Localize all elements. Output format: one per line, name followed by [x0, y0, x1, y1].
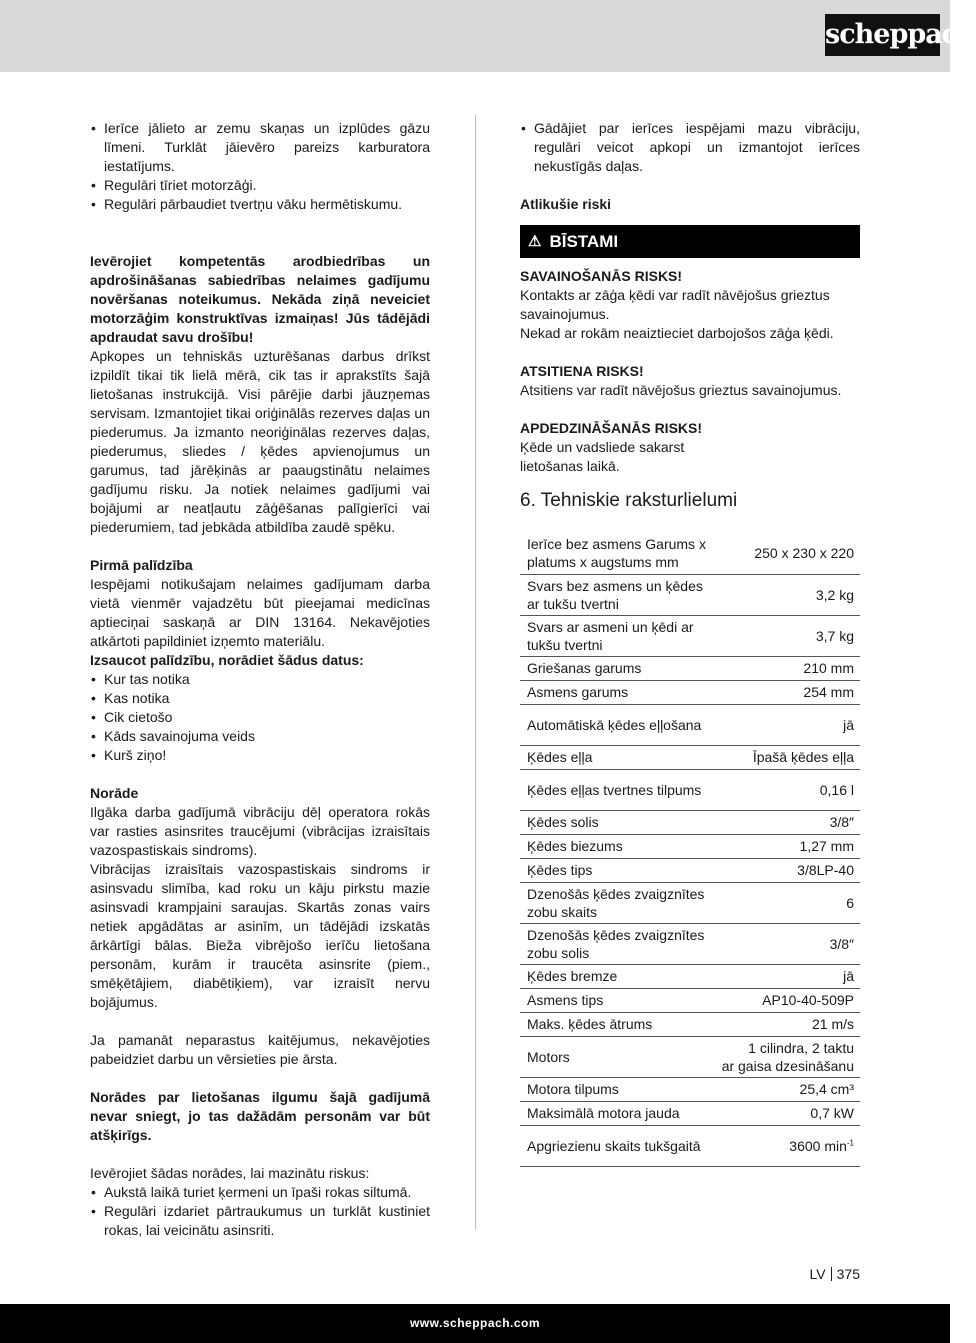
spec-label: Motors — [520, 1036, 715, 1077]
table-row — [520, 704, 860, 745]
spec-value-exponent: -1 — [846, 1137, 854, 1147]
list-item: • Kurš ziņo! — [90, 746, 430, 765]
list-item: • Aukstā laikā turiet ķermeni un īpaši rokas siltumā. — [90, 1183, 430, 1202]
page-num: 375 — [836, 1266, 860, 1282]
risk-text: Atsitiens var radīt nāvējošus grieztus savainojumus. — [520, 382, 842, 398]
spec-value-line: 1 cilindra, 2 taktu — [748, 1039, 854, 1056]
table-row — [520, 834, 860, 858]
table-row — [520, 769, 860, 810]
spec-label: Maks. ķēdes ātrums — [520, 1012, 715, 1036]
spec-value: 0,7 kW — [715, 1101, 860, 1125]
spec-value: 3/8″ — [715, 810, 860, 834]
note-paragraph: Vibrācijas izraisītais vazospastiskais sindroms ir asinsvadu slimība, kad roku un kāju pirkstu mazie asinsvadi krampjaini saraujas. Skartās zonas vairs netiek apgādātas ar asinīm, un tādējādi izskatās ārkārtīgi bālas. Bieža vibrējošo ierīču lietošana personām, kurām ir traucēta asinsrite (piem., smēķētājiem, diabētiķiem), var izraisīt nervu bojājumus. — [90, 861, 430, 1010]
section-title: 6. Tehniskie raksturlielumi — [520, 490, 738, 511]
risk-text: lietošanas laikā. — [520, 458, 620, 474]
table-row — [520, 1077, 860, 1101]
bullet-list — [520, 119, 860, 176]
footer-bar — [0, 1304, 950, 1343]
spec-value: 21 m/s — [715, 1012, 860, 1036]
spec-value: jā — [715, 964, 860, 988]
maintenance-paragraph: Apkopes un tehniskās uzturēšanas darbus drīkst izpildīt tikai tik lielā mērā, cik tas ir aprakstīts šajā lietošanas instrukcijā. Visi pārējie darbi jāuzņemas servisam. Izmantojiet tikai oriģinālās rezerves daļas un piederumus. Ja izmanto neoriģinālas rezerves daļas, piederumus, sliedes / ķēdes apvienojumus un garumus, tad jārēķinās ar paaugstinātu nelaimes gadījumu risku. Ja notiek nelaimes gadījumi vai bojājumi ar neatļautu zāģēšanas palīgierīci vai piederumiem, tad jebkāda atbildība zaudē spēku. — [90, 348, 430, 535]
usage-duration-note: Norādes par lietošanas ilgumu šajā gadījumā nevar sniegt, jo tas dažādām personām var būt atšķirīgs. — [90, 1089, 430, 1143]
list-item: • Kur tas notika — [90, 670, 430, 689]
table-row — [520, 988, 860, 1012]
spec-value-line: ar gaisa dzesināšanu — [721, 1057, 854, 1074]
spec-value: AP10-40-509P — [715, 988, 860, 1012]
spec-value: 254 mm — [715, 680, 860, 704]
list-item: • Kas notika — [90, 689, 430, 708]
call-help-heading: Izsaucot palīdzību, norādiet šādus datus: — [90, 652, 364, 668]
list-item: • Regulāri pārbaudiet tvertņu vāku hermētiskumu. — [90, 195, 430, 214]
list-item: • Kāds savainojuma veids — [90, 727, 430, 746]
list-item: • Regulāri izdariet pārtraukumus un turklāt kustiniet rokas, lai veicinātu asinsriti. — [90, 1202, 430, 1240]
risk-title: APDEDZINĀŠANĀS RISKS! — [520, 420, 703, 436]
risk-title: ATSITIENA RISKS! — [520, 363, 644, 379]
risk-text: Kontakts ar zāģa ķēdi var radīt nāvējošus grieztus savainojumus. — [520, 287, 830, 322]
table-row — [520, 964, 860, 988]
bullet-list — [90, 119, 430, 214]
spec-value: 6 — [715, 882, 860, 923]
safety-warning: Ievērojiet kompetentās arodbiedrības un apdrošināšanas sabiedrības nelaimes gadījumu novēršanas noteikumus. Nekāda ziņā neveiciet motorzāģim konstruktīvas izmaiņas! Jūs tādējādi apdraudat savu drošību! — [90, 253, 430, 345]
risk-intro: Ievērojiet šādas norādes, lai mazinātu riskus: — [90, 1165, 370, 1181]
spec-value: jā — [715, 704, 860, 745]
spec-value — [715, 1036, 860, 1077]
table-row — [520, 810, 860, 834]
brand-logo: scheppach — [825, 14, 940, 56]
spec-label: Apgriezienu skaits tukšgaitā — [520, 1125, 715, 1166]
risk-text: Nekad ar rokām neaiztieciet darbojošos zāģa ķēdi. — [520, 325, 834, 341]
header-bar — [0, 0, 976, 72]
table-row — [520, 1101, 860, 1125]
table-row — [520, 858, 860, 882]
table-row — [520, 615, 860, 656]
technical-data-table — [520, 533, 860, 1167]
list-item: • Gādājiet par ierīces iespējami mazu vibrāciju, regulāri veicot apkopi un izmantojot ierīces nekustīgās daļas. — [520, 119, 860, 176]
page-number — [810, 1265, 860, 1284]
spec-label: Ķēdes biezums — [520, 834, 715, 858]
footer-url: www.scheppach.com — [409, 1316, 541, 1330]
spec-value: 25,4 cm³ — [715, 1077, 860, 1101]
table-row — [520, 745, 860, 769]
language-code: LV — [809, 1266, 826, 1282]
spec-label: Ķēdes eļļa — [520, 745, 715, 769]
list-item: • Cik cietošo — [90, 708, 430, 727]
call-help-list — [90, 670, 430, 765]
spec-label: Asmens tips — [520, 988, 715, 1012]
spec-value: 3/8″ — [715, 923, 860, 964]
spec-label: Ķēdes solis — [520, 810, 715, 834]
spec-value: 1,27 mm — [715, 834, 860, 858]
spec-label: Ierīce bez asmens Garums x platums x augstums mm — [520, 533, 715, 574]
table-row — [520, 680, 860, 704]
spec-label: Dzenošās ķēdes zvaigznītes zobu skaits — [520, 882, 715, 923]
spec-label: Ķēdes bremze — [520, 964, 715, 988]
spec-label: Griešanas garums — [520, 656, 715, 680]
spec-value: Īpašā ķēdes eļļa — [715, 745, 860, 769]
separator — [831, 1267, 832, 1281]
table-row — [520, 656, 860, 680]
first-aid-paragraph: Iespējami notikušajam nelaimes gadījumam darba vietā vienmēr vajadzētu būt pieejamai medicīnas aptieciņai saskaņā ar DIN 13164. Nekavējoties atkārtoti papildiniet izņemto materiālu. — [90, 576, 430, 649]
first-aid-heading: Pirmā palīdzība — [90, 557, 193, 573]
spec-label: Motora tilpums — [520, 1077, 715, 1101]
residual-risks-heading: Atlikušie riski — [520, 196, 612, 212]
table-row — [520, 923, 860, 964]
spec-label: Maksimālā motora jauda — [520, 1101, 715, 1125]
left-column — [90, 119, 430, 1240]
spec-label: Svars ar asmeni un ķēdi ar tukšu tvertni — [520, 615, 715, 656]
risk-list — [90, 1183, 430, 1240]
note-heading: Norāde — [90, 785, 139, 801]
spec-label: Dzenošās ķēdes zvaigznītes zobu solis — [520, 923, 715, 964]
spec-label: Ķēdes tips — [520, 858, 715, 882]
table-row — [520, 533, 860, 574]
danger-label: BĪSTAMI — [549, 232, 619, 251]
spec-value: 3/8LP-40 — [715, 858, 860, 882]
list-item: • Regulāri tīriet motorzāģi. — [90, 176, 430, 195]
spec-label: Ķēdes eļļas tvertnes tilpums — [520, 769, 715, 810]
spec-value: 250 x 230 x 220 — [715, 533, 860, 574]
danger-banner — [520, 225, 860, 258]
table-row — [520, 574, 860, 615]
list-item: • Ierīce jālieto ar zemu skaņas un izplūdes gāzu līmeni. Turklāt jāievēro pareizs karburatora iestatījums. — [90, 119, 430, 176]
spec-value: 210 mm — [715, 656, 860, 680]
risk-text: Ķēde un vadsliede sakarst — [520, 439, 685, 455]
spec-value-text: 3600 min — [789, 1137, 847, 1154]
table-row — [520, 1036, 860, 1077]
spec-value: 3,7 kg — [715, 615, 860, 656]
note-paragraph: Ja pamanāt neparastus kaitējumus, nekavējoties pabeidziet darbu un vērsieties pie ārsta. — [90, 1032, 430, 1067]
right-column — [520, 119, 860, 1167]
spec-value: 0,16 l — [715, 769, 860, 810]
warning-triangle-icon: ⚠ — [528, 233, 542, 250]
spec-label: Asmens garums — [520, 680, 715, 704]
spec-value: 3,2 kg — [715, 574, 860, 615]
note-paragraph: Ilgāka darba gadījumā vibrāciju dēļ operatora rokās var rasties asinsrites traucējumi (vibrācijas izraisītais vazospastiskais sindroms). — [90, 804, 430, 858]
spec-label: Svars bez asmens un ķēdes ar tukšu tvertni — [520, 574, 715, 615]
table-row — [520, 1125, 860, 1166]
table-row — [520, 1012, 860, 1036]
column-divider — [475, 115, 476, 1230]
spec-label: Automātiskā ķēdes eļļošana — [520, 704, 715, 745]
spec-value — [715, 1125, 860, 1166]
table-row — [520, 882, 860, 923]
risk-title: SAVAINOŠANĀS RISKS! — [520, 268, 683, 284]
